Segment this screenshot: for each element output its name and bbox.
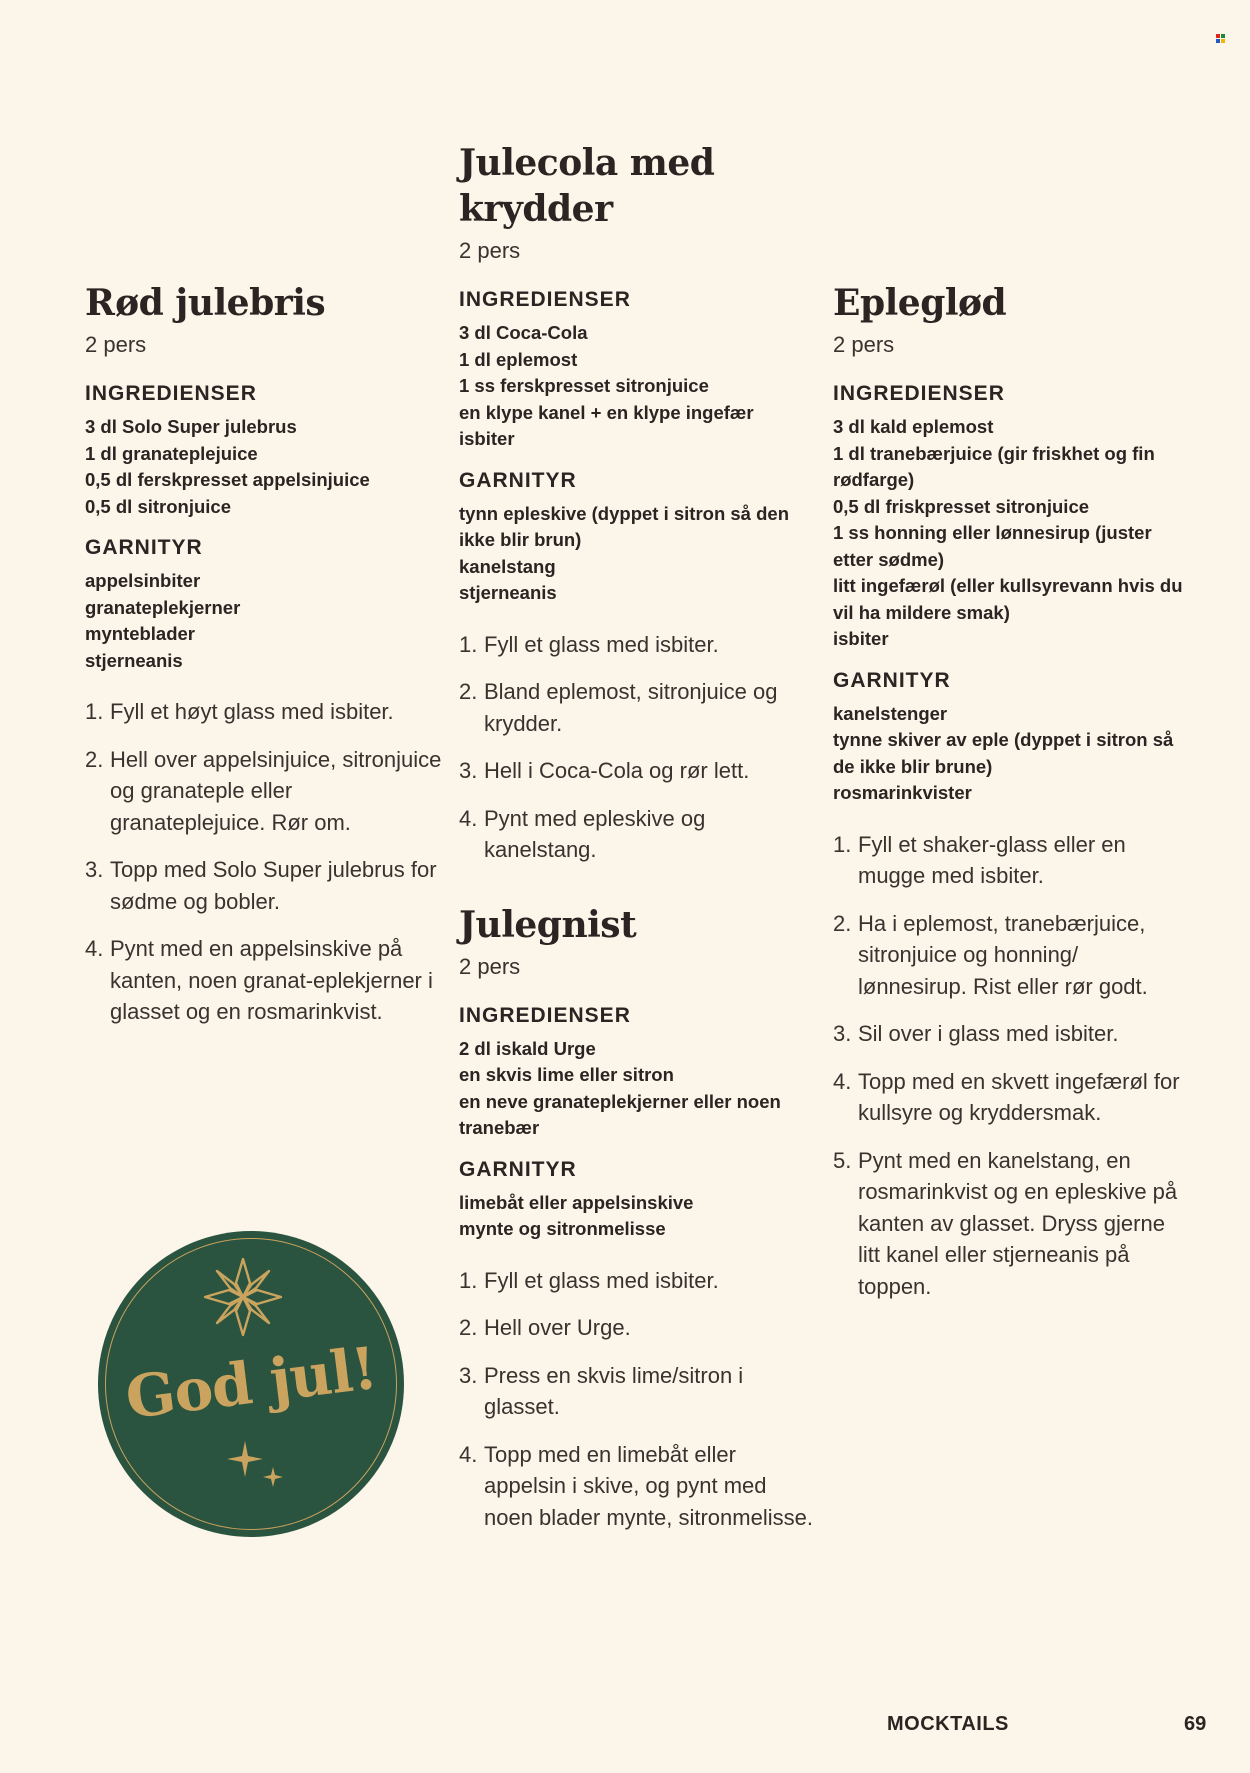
ingredient-item: isbiter — [833, 628, 889, 649]
step-item — [85, 744, 445, 839]
corner-mark-icon — [1216, 34, 1225, 43]
step-number: 1. — [459, 1267, 478, 1293]
garnish-list — [85, 568, 445, 674]
step-item — [459, 629, 819, 661]
step-item — [459, 1265, 819, 1297]
ingredient-item: 0,5 dl sitronjuice — [85, 495, 231, 517]
recipe-julegnist — [459, 902, 819, 1534]
garnish-heading: GARNITYR — [459, 1157, 577, 1181]
step-number: 4. — [833, 1068, 852, 1094]
step-text: Topp med Solo Super julebrus for sødme og bobler. — [110, 857, 437, 914]
ingredients-list — [459, 1036, 819, 1142]
step-item — [833, 1018, 1193, 1050]
garnish-item: rosmarinkvister — [833, 782, 972, 803]
step-item — [85, 696, 445, 728]
steps-list — [833, 829, 1193, 1303]
steps-list — [459, 1265, 819, 1534]
step-text: Pynt med en kanelstang, en rosmarinkvist og en epleskive på kanten av glasset. Dryss gjerne litt kanel eller stjerneanis på toppen. — [858, 1147, 1178, 1299]
ingredients-heading: INGREDIENSER — [85, 382, 257, 405]
garnish-item: kanelstang — [459, 555, 556, 577]
ingredient-item: en neve granateplekjerner eller noen tranebær — [459, 1090, 781, 1138]
step-item — [459, 755, 819, 787]
garnish-item: stjerneanis — [459, 582, 557, 603]
section-label: MOCKTAILS — [887, 1713, 1009, 1735]
step-item — [85, 933, 445, 1028]
step-number: 1. — [459, 631, 478, 657]
ingredients-heading: INGREDIENSER — [833, 382, 1005, 405]
recipe-rod-julebris — [85, 280, 445, 1028]
recipe-servings: 2 pers — [833, 332, 895, 357]
step-item — [459, 676, 819, 739]
garnish-item: tynn epleskive (dyppet i sitron så den ikke blir brun) — [459, 502, 790, 550]
step-text: Pynt med epleskive og kanelstang. — [484, 805, 706, 862]
garnish-item: mynte og sitronmelisse — [459, 1218, 666, 1239]
steps-list — [85, 696, 445, 1028]
garnish-heading: GARNITYR — [833, 668, 951, 692]
garnish-list — [833, 701, 1193, 807]
ingredients-heading: INGREDIENSER — [459, 288, 631, 311]
step-number: 5. — [833, 1147, 852, 1173]
ingredients-list — [459, 320, 819, 453]
garnish-item: kanelstenger — [833, 702, 948, 724]
ingredient-item: 1 dl eplemost — [459, 348, 578, 370]
recipe-epleglod — [833, 280, 1193, 1302]
step-text: Fyll et shaker-glass eller en mugge med isbiter. — [858, 831, 1126, 888]
step-item — [833, 908, 1193, 1003]
garnish-item: appelsinbiter — [85, 570, 201, 591]
step-text: Fyll et glass med isbiter. — [484, 1267, 719, 1293]
ingredient-item: en klype kanel + en klype ingefær — [459, 401, 754, 423]
step-item — [85, 854, 445, 917]
garnish-item: mynteblader — [85, 623, 196, 644]
steps-list — [459, 629, 819, 866]
step-text: Hell over appelsinjuice, sitronjuice og granateple eller granateplejuice. Rør om. — [110, 746, 442, 835]
step-text: Ha i eplemost, tranebærjuice, sitronjuice og honning/ lønnesirup. Rist eller rør godt. — [858, 910, 1148, 999]
step-number: 3. — [459, 758, 478, 783]
recipe-servings: 2 pers — [85, 332, 147, 357]
step-number: 4. — [459, 1441, 478, 1467]
badge-greeting: God jul! — [121, 1333, 381, 1433]
step-text: Hell i Coca-Cola og rør lett. — [484, 758, 750, 783]
step-item — [833, 1145, 1193, 1303]
recipe-title: Julecola med krydder — [459, 142, 715, 230]
garnish-item: limebåt eller appelsinskive — [459, 1191, 694, 1213]
step-number: 3. — [85, 857, 104, 882]
column-right — [833, 280, 1193, 1338]
step-text: Topp med en limebåt eller appelsin i skive, og pynt med noen blader mynte, sitronmelisse. — [484, 1441, 813, 1530]
column-middle — [459, 140, 819, 1569]
recipe-servings: 2 pers — [459, 953, 521, 979]
garnish-list — [459, 1190, 819, 1243]
recipe-title: Julegnist — [459, 903, 637, 946]
ingredient-item: 3 dl Solo Super julebrus — [85, 416, 297, 437]
ingredient-item: 3 dl kald eplemost — [833, 416, 994, 437]
ingredient-item: 1 ss ferskpresset sitronjuice — [459, 375, 709, 396]
step-number: 2. — [459, 679, 478, 704]
recipe-title: Rød julebris — [85, 282, 326, 324]
garnish-heading: GARNITYR — [85, 536, 203, 559]
step-number: 1. — [833, 831, 852, 857]
step-text: Press en skvis lime/sitron i glasset. — [484, 1362, 744, 1419]
step-item — [459, 1312, 819, 1344]
step-number: 2. — [85, 746, 104, 772]
ingredient-item: 0,5 dl friskpresset sitronjuice — [833, 495, 1090, 517]
star-ornament-icon — [203, 1257, 283, 1337]
ingredient-item: 0,5 dl ferskpresset appelsinjuice — [85, 469, 370, 490]
step-number: 4. — [85, 936, 104, 961]
ingredients-list — [85, 414, 445, 520]
step-text: Fyll et glass med isbiter. — [484, 631, 719, 657]
step-text: Topp med en skvett ingefærøl for kullsyre og kryddersmak. — [858, 1068, 1180, 1125]
ingredient-item: 1 dl tranebærjuice (gir friskhet og fin rødfarge) — [833, 442, 1155, 490]
step-item — [459, 1360, 819, 1423]
garnish-heading: GARNITYR — [459, 468, 577, 492]
recipe-servings: 2 pers — [459, 238, 521, 263]
ingredient-item: 3 dl Coca-Cola — [459, 322, 588, 343]
ingredient-item: litt ingefærøl (eller kullsyrevann hvis du vil ha mildere smak) — [833, 575, 1183, 623]
step-item — [459, 803, 819, 866]
step-number: 2. — [833, 910, 852, 936]
step-text: Sil over i glass med isbiter. — [858, 1021, 1119, 1046]
garnish-list — [459, 501, 819, 607]
ingredient-item: 1 ss honning eller lønnesirup (juster etter sødme) — [833, 522, 1152, 570]
step-number: 3. — [833, 1021, 852, 1046]
ingredients-heading: INGREDIENSER — [459, 1003, 631, 1027]
ingredients-list — [833, 414, 1193, 653]
column-left — [85, 280, 445, 1064]
step-text: Fyll et høyt glass med isbiter. — [110, 699, 394, 724]
step-text: Hell over Urge. — [484, 1315, 631, 1340]
step-number: 1. — [85, 699, 104, 724]
recipe-julecola — [459, 140, 819, 866]
page-number: 69 — [1184, 1713, 1207, 1735]
step-number: 2. — [459, 1315, 478, 1340]
garnish-item: tynne skiver av eple (dyppet i sitron så de ikke blir brune) — [833, 729, 1174, 777]
sparkle-stars-icon — [223, 1439, 285, 1491]
ingredient-item: isbiter — [459, 428, 515, 449]
step-text: Bland eplemost, sitronjuice og krydder. — [484, 679, 778, 736]
ingredient-item: 1 dl granateplejuice — [85, 442, 258, 464]
recipe-title: Epleglød — [833, 282, 1007, 324]
step-number: 3. — [459, 1362, 478, 1388]
step-item — [833, 1066, 1193, 1129]
step-number: 4. — [459, 805, 478, 831]
ingredient-item: 2 dl iskald Urge — [459, 1037, 596, 1059]
step-item — [833, 829, 1193, 892]
garnish-item: granateplekjerner — [85, 596, 241, 618]
ingredient-item: en skvis lime eller sitron — [459, 1064, 674, 1085]
step-item — [459, 1439, 819, 1534]
garnish-item: stjerneanis — [85, 649, 183, 671]
step-text: Pynt med en appelsinskive på kanten, noen granat-eplekjerner i glasset og en rosmarinkvist. — [110, 936, 433, 1024]
god-jul-badge — [98, 1231, 404, 1537]
